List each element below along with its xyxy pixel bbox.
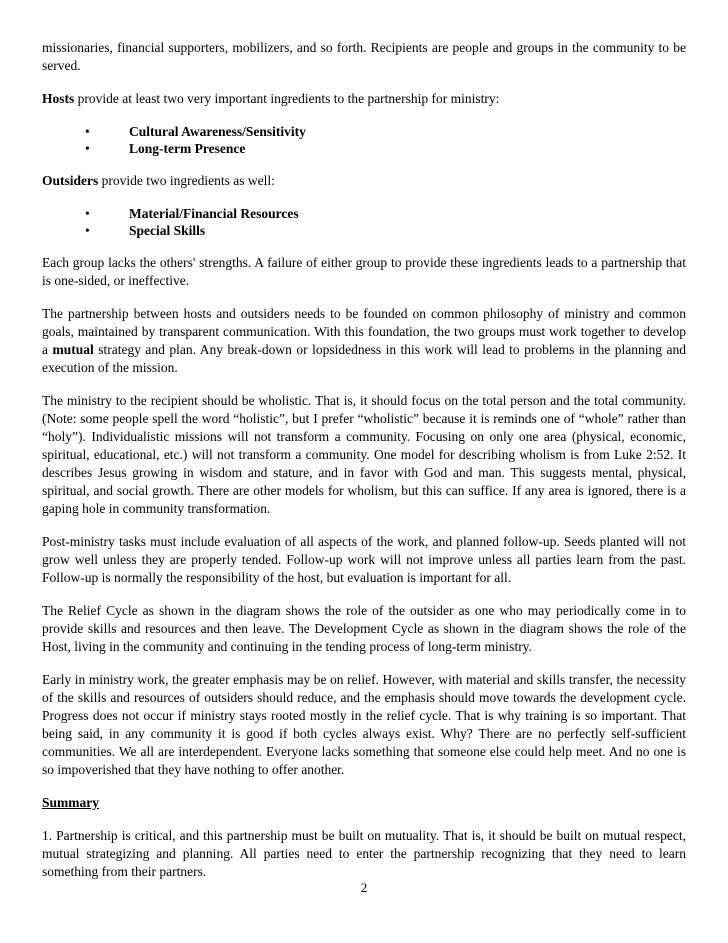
mutual-emphasis: mutual <box>52 342 94 357</box>
partnership-paragraph: The partnership between hosts and outsiders needs to be founded on common philosophy of ministry and common goals, maintained by transparent communication. With this foundation, the two groups must work together to develop a mutual strategy and plan. Any break-down or lopsidedness in this work will lead to problems in the planning and execution of the mission. <box>42 306 686 375</box>
outsiders-bullet-list <box>42 205 686 239</box>
document-page <box>42 39 686 881</box>
hosts-paragraph <box>42 90 686 108</box>
intro-paragraph: missionaries, financial supporters, mobilizers, and so forth. Recipients are people and groups in the community to be served. <box>42 40 686 73</box>
post-ministry-paragraph: Post-ministry tasks must include evaluation of all aspects of the work, and planned follow-up. Seeds planted will not grow well unless they are properly tended. Follow-up work will not improve unless all parties learn from the past. Follow-up is normally the responsibility of the host, but evaluation is important for all. <box>42 534 686 585</box>
hosts-text: provide at least two very important ingredients to the partnership for ministry: <box>74 91 500 106</box>
list-item: • Cultural Awareness/Sensitivity <box>85 124 306 139</box>
wholistic-paragraph: The ministry to the recipient should be wholistic. That is, it should focus on the total person and the total community. (Note: some people spell the word “holistic”, but I prefer “wholistic” because it is reminds one of “whole” rather than “holy”). Individualistic missions will not transform a community. Focusing on only one area (physical, economic, spiritual, educational, etc.) will not transform a community. One model for describing wholism is from Luke 2:52. It describes Jesus growing in wisdom and stature, and in favor with God and man. This suggests mental, physical, spiritual, and social growth. There are other models for wholism, but this can suffice. If any area is ignored, there is a gaping hole in community transformation. <box>42 393 686 516</box>
hosts-bullet-list <box>42 123 686 157</box>
bullet-icon: • <box>85 223 90 238</box>
summary-heading: Summary <box>42 795 99 810</box>
cycle-paragraph: The Relief Cycle as shown in the diagram shows the role of the outsider as one who may periodically come in to provide skills and resources and then leave. The Development Cycle as shown in the diagram shows the role of the Host, living in the community and continuing in the tending process of long-term ministry. <box>42 603 686 654</box>
hosts-label: Hosts <box>42 91 75 106</box>
outsiders-label: Outsiders <box>42 173 99 188</box>
list-item: • Material/Financial Resources <box>85 206 299 221</box>
list-item: • Special Skills <box>85 223 206 238</box>
bullet-icon: • <box>85 124 90 139</box>
page-number: 2 <box>360 880 368 895</box>
summary-item: 1. Partnership is critical, and this partnership must be built on mutuality. That is, it should be built on mutual respect, mutual strategizing and planning. All parties need to enter the partnership recognizing that they need to learn something from their partners. <box>42 828 686 879</box>
outsiders-paragraph <box>42 172 686 190</box>
bullet-icon: • <box>85 206 90 221</box>
lacks-paragraph: Each group lacks the others' strengths. A failure of either group to provide these ingredients leads to a partnership that is one-sided, or ineffective. <box>42 255 686 288</box>
list-item: • Long-term Presence <box>85 141 246 156</box>
early-ministry-paragraph: Early in ministry work, the greater emphasis may be on relief. However, with material and skills transfer, the necessity of the skills and resources of outsiders should reduce, and the emphasis should move towards the development cycle. Progress does not occur if ministry stays rooted mostly in the relief cycle. That is why training is so important. That being said, in any community it is good if both cycles always exist. Why? There are no perfectly self-sufficient communities. We all are interdependent. Everyone lacks something that someone else could help meet. And no one is so impoverished that they have nothing to offer another. <box>42 672 686 777</box>
outsiders-text: provide two ingredients as well: <box>98 173 275 188</box>
bullet-icon: • <box>85 141 90 156</box>
